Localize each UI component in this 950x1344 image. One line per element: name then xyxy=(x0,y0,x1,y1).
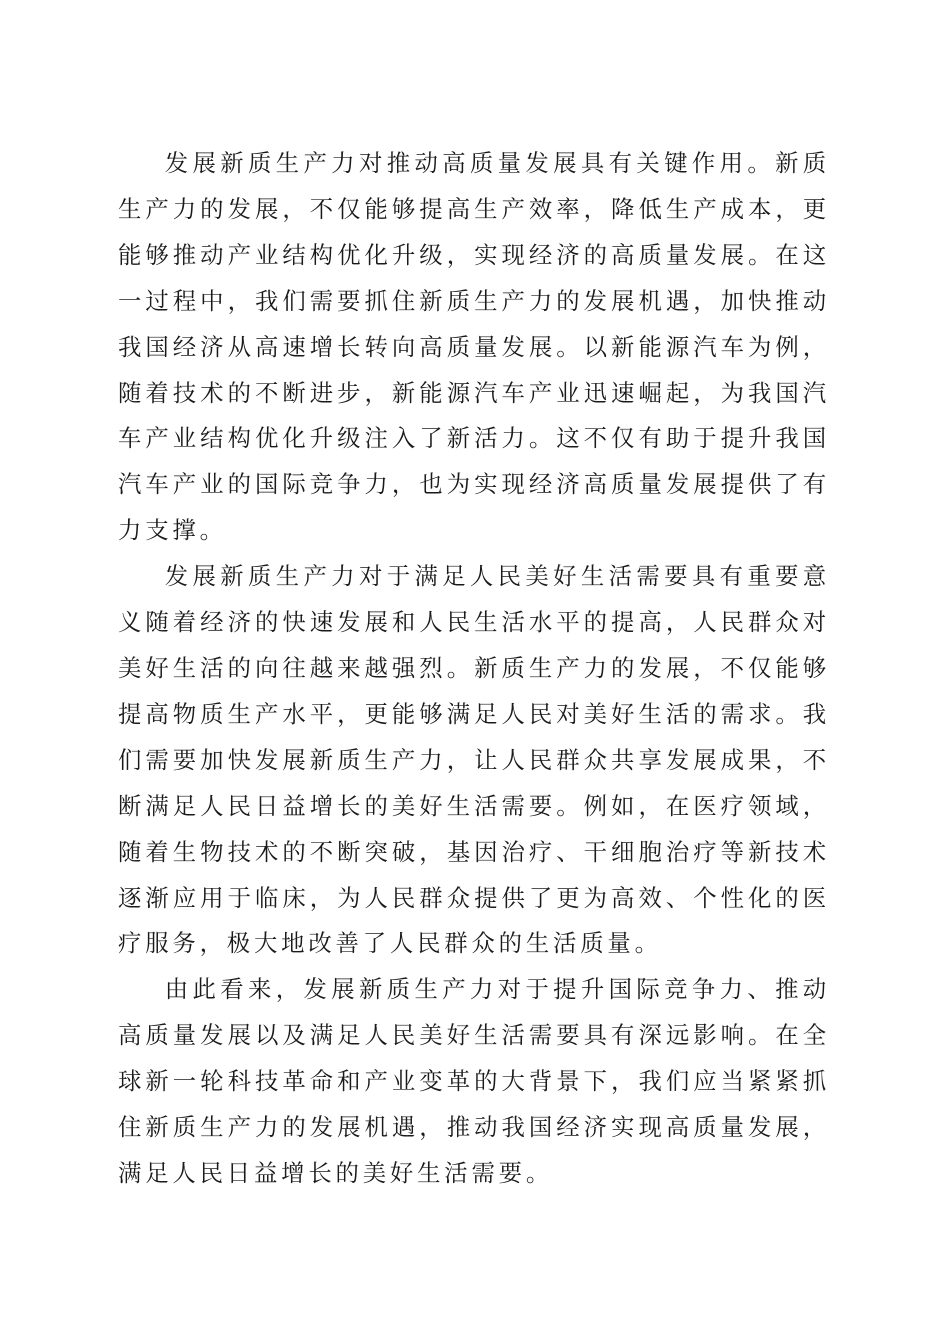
paragraph-2: 发展新质生产力对于满足人民美好生活需要具有重要意义随着经济的快速发展和人民生活水平的提高，人民群众对美好生活的向往越来越强烈。新质生产力的发展，不仅能够提高物质生产水平，更能够满足人民对美好生活的需求。我们需要加快发展新质生产力，让人民群众共享发展成果，不断满足人民日益增长的美好生活需要。例如，在医疗领域，随着生物技术的不断突破，基因治疗、干细胞治疗等新技术逐渐应用于临床，为人民群众提供了更为高效、个性化的医疗服务，极大地改善了人民群众的生活质量。 xyxy=(118,562,830,958)
document-body xyxy=(118,141,830,1197)
paragraph-3: 由此看来，发展新质生产力对于提升国际竞争力、推动高质量发展以及满足人民美好生活需要具有深远影响。在全球新一轮科技革命和产业变革的大背景下，我们应当紧紧抓住新质生产力的发展机遇，推动我国经济实现高质量发展，满足人民日益增长的美好生活需要。 xyxy=(118,975,830,1187)
paragraph-1: 发展新质生产力对推动高质量发展具有关键作用。新质生产力的发展，不仅能够提高生产效率，降低生产成本，更能够推动产业结构优化升级，实现经济的高质量发展。在这一过程中，我们需要抓住新质生产力的发展机遇，加快推动我国经济从高速增长转向高质量发展。以新能源汽车为例，随着技术的不断进步，新能源汽车产业迅速崛起，为我国汽车产业结构优化升级注入了新活力。这不仅有助于提升我国汽车产业的国际竞争力，也为实现经济高质量发展提供了有力支撑。 xyxy=(118,149,830,545)
